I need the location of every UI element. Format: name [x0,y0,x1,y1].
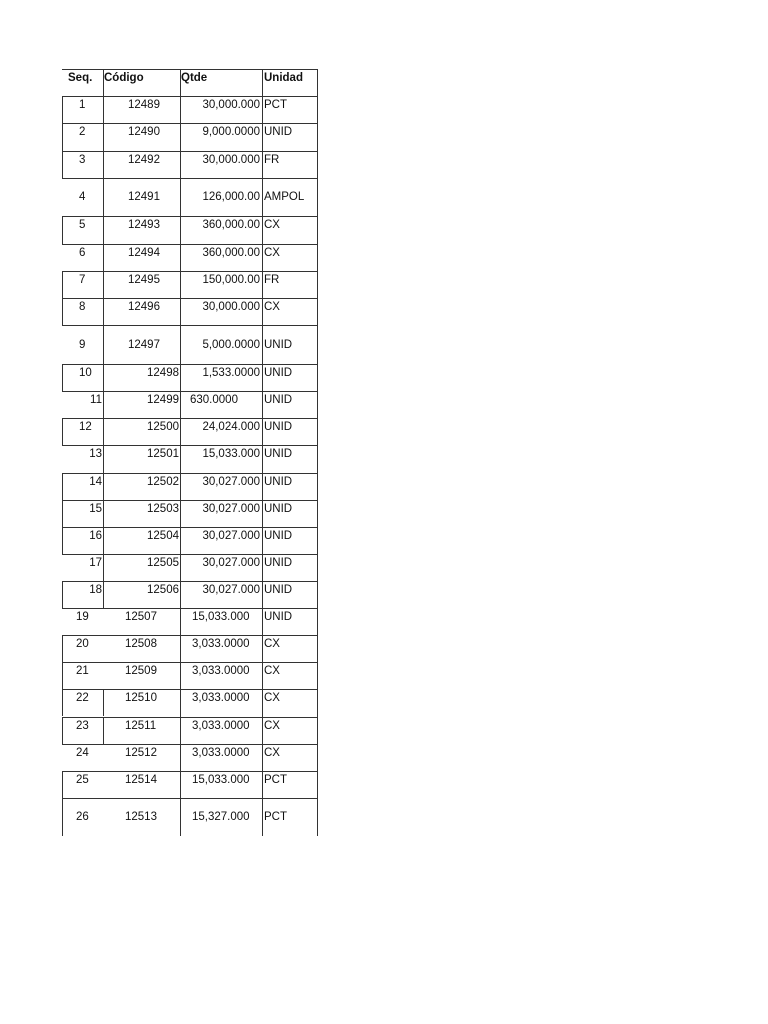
cell-seq: 6 [79,247,86,259]
cell-unidad: CX [264,692,280,704]
cell-qtde: 24,024.000 [202,421,260,433]
cell-unidad: AMPOL [264,191,305,203]
cell-codigo: 12512 [125,747,157,759]
cell-qtde: 360,000.00 [202,247,260,259]
grid-line [62,662,63,690]
grid-line [103,216,104,244]
cell-qtde: 15,033.000 [202,448,260,460]
grid-line [103,96,104,123]
cell-unidad: UNID [264,584,293,596]
cell-unidad: UNID [264,557,293,569]
grid-line [103,123,104,151]
cell-codigo: 12506 [147,584,179,596]
cell-qtde: 360,000.00 [202,219,260,231]
grid-line [62,635,318,636]
grid-line [62,96,63,123]
grid-line [62,744,318,745]
cell-qtde: 30,000.000 [202,301,260,313]
cell-unidad: UNID [264,476,293,488]
grid-line [103,178,104,216]
cell-unidad: CX [264,665,280,677]
cell-codigo: 12508 [125,638,157,650]
cell-unidad: UNID [264,338,293,351]
grid-line [180,69,181,836]
cell-unidad: UNID [264,530,293,542]
cell-codigo: 12503 [147,503,179,515]
cell-qtde: 126,000.00 [202,191,260,203]
grid-line [62,271,318,272]
cell-seq: 24 [76,747,89,759]
grid-line [62,635,63,662]
cell-seq: 2 [79,126,86,138]
cell-seq: 15 [89,503,102,515]
cell-unidad: UNID [264,126,293,138]
cell-qtde: 30,027.000 [202,530,260,542]
cell-seq: 19 [76,611,89,623]
grid-line [62,418,318,419]
cell-codigo: 12492 [128,154,160,166]
cell-qtde: 30,027.000 [202,557,260,569]
cell-codigo: 12511 [125,720,157,732]
cell-unidad: UNID [264,394,293,406]
cell-unidad: UNID [264,611,293,623]
grid-line [62,798,318,799]
cell-codigo: 12507 [125,611,157,623]
cell-qtde: 3,033.0000 [192,720,250,732]
grid-line [62,364,63,391]
grid-line [103,473,104,500]
header-seq: Seq. [68,72,93,84]
grid-line [62,527,63,554]
grid-line [62,527,318,528]
cell-seq: 14 [89,476,102,488]
cell-qtde: 150,000.00 [202,274,260,286]
grid-line [103,418,104,445]
cell-codigo: 12510 [125,692,157,704]
cell-codigo: 12498 [147,367,179,379]
cell-seq: 12 [79,421,92,433]
grid-line [62,771,63,798]
grid-line [62,771,318,772]
cell-unidad: FR [264,274,280,286]
header-codigo: Código [104,72,144,84]
grid-line [62,96,318,97]
cell-seq: 25 [76,774,89,786]
cell-seq: 8 [79,301,86,313]
grid-line [103,391,104,418]
grid-line [62,69,318,70]
grid-line [62,418,63,445]
grid-line [62,151,318,152]
grid-line [62,325,318,326]
cell-qtde: 3,033.0000 [192,638,250,650]
grid-line [62,151,63,178]
grid-line [103,151,104,178]
cell-unidad: CX [264,301,280,313]
cell-codigo: 12493 [128,219,160,231]
cell-codigo: 12496 [128,301,160,313]
cell-seq: 21 [76,665,89,677]
cell-seq: 3 [79,154,86,166]
cell-unidad: PCT [264,99,287,111]
header-qtde: Qtde [181,72,208,84]
grid-line [103,364,104,391]
grid-line [103,500,104,527]
cell-qtde: 30,027.000 [202,503,260,515]
cell-codigo: 12504 [147,530,179,542]
cell-qtde: 30,000.000 [202,154,260,166]
cell-seq: 10 [79,367,92,379]
grid-line [62,216,63,244]
grid-line [62,271,63,298]
grid-line [62,717,63,744]
cell-qtde: 5,000.0000 [202,338,260,351]
grid-line [62,123,63,151]
grid-line [62,244,318,245]
items-table [62,69,318,836]
grid-line [62,216,318,217]
cell-codigo: 12489 [128,99,160,111]
cell-qtde: 1,533.0000 [202,367,260,379]
grid-line [103,69,104,96]
grid-line [62,445,318,446]
cell-seq: 13 [89,448,102,460]
cell-seq: 7 [79,274,86,286]
cell-codigo: 12500 [147,421,179,433]
cell-seq: 16 [89,530,102,542]
cell-seq: 22 [76,692,89,704]
cell-unidad: UNID [264,448,293,460]
grid-line [103,527,104,554]
grid-line [103,244,104,271]
grid-line [62,581,318,582]
cell-unidad: PCT [264,774,287,786]
cell-qtde: 30,027.000 [202,584,260,596]
cell-qtde: 30,027.000 [202,476,260,488]
grid-line [62,298,318,299]
cell-codigo: 12497 [128,338,160,351]
cell-unidad: PCT [264,811,287,823]
cell-codigo: 12505 [147,557,179,569]
cell-unidad: CX [264,219,280,231]
cell-codigo: 12502 [147,476,179,488]
cell-seq: 20 [76,638,89,650]
cell-seq: 26 [76,811,89,823]
cell-qtde: 3,033.0000 [192,665,250,677]
cell-codigo: 12514 [125,774,157,786]
cell-codigo: 12491 [128,191,160,203]
cell-qtde: 30,000.000 [202,99,260,111]
grid-line [62,581,63,608]
cell-seq: 17 [89,557,102,569]
cell-unidad: FR [264,154,280,166]
grid-line [62,554,318,555]
grid-line [103,689,104,716]
cell-unidad: UNID [264,367,293,379]
grid-line [62,364,318,365]
grid-line [103,298,104,325]
cell-seq: 5 [79,219,86,231]
grid-line [62,798,63,836]
cell-seq: 9 [79,338,86,351]
cell-unidad: UNID [264,421,293,433]
cell-qtde: 3,033.0000 [192,692,250,704]
cell-qtde: 15,327.000 [192,811,250,823]
grid-line [62,689,318,690]
cell-unidad: CX [264,247,280,259]
grid-line [317,69,318,836]
grid-line [62,662,318,663]
grid-line [62,689,63,716]
cell-codigo: 12499 [147,394,179,406]
cell-codigo: 12494 [128,247,160,259]
grid-line [62,391,318,392]
grid-line [103,717,104,744]
grid-line [103,554,104,581]
grid-line [62,717,318,718]
grid-line [103,581,104,608]
cell-qtde: 3,033.0000 [192,747,250,759]
grid-line [62,473,63,500]
cell-seq: 23 [76,720,89,732]
cell-unidad: UNID [264,503,293,515]
grid-line [62,298,63,325]
cell-qtde: 630.0000 [190,394,238,406]
cell-seq: 18 [89,584,102,596]
cell-seq: 1 [79,99,86,111]
cell-codigo: 12495 [128,274,160,286]
grid-line [62,473,318,474]
cell-qtde: 9,000.0000 [202,126,260,138]
grid-line [62,178,318,179]
grid-line [262,69,263,836]
cell-qtde: 15,033.000 [192,774,250,786]
grid-line [103,325,104,364]
grid-line [103,271,104,298]
cell-seq: 4 [79,191,86,203]
cell-qtde: 15,033.000 [192,611,250,623]
cell-codigo: 12501 [147,448,179,460]
grid-line [62,123,318,124]
cell-codigo: 12509 [125,665,157,677]
cell-unidad: CX [264,747,280,759]
grid-line [62,500,63,527]
header-unidad: Unidad [264,72,303,84]
cell-unidad: CX [264,720,280,732]
grid-line [62,608,318,609]
cell-unidad: CX [264,638,280,650]
grid-line [103,445,104,473]
cell-codigo: 12490 [128,126,160,138]
cell-seq: 11 [90,394,102,406]
grid-line [62,500,318,501]
cell-codigo: 12513 [125,811,157,823]
